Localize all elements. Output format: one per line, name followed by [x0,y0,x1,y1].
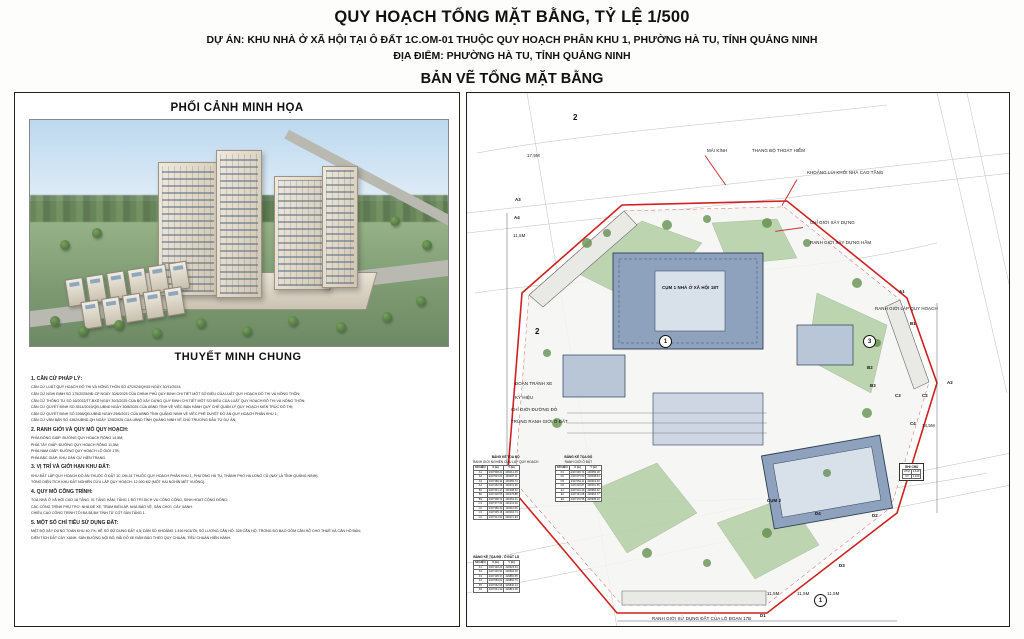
dim-label: 11,5M [797,591,810,596]
coord-table-main-title: BẢNG KÊ TỌA ĐỘ [491,455,520,459]
table-row: K3 2327105.37 429881.55 [474,574,520,579]
vertex-label: C4 [910,421,916,426]
note-item: CĂN CỨ VĂN BẢN SỐ 4362/UBND-QH NGÀY 12/8/2025 CỦA UBND TỈNH QUẢNG NINH VỀ CHỦ TRƯƠNG ĐẦU TƯ DỰ ÁN; [31,418,237,423]
site-plan-svg [467,93,1010,627]
tower-block-2 [216,150,262,298]
table-row: C1 2327377.62 430131.09 [474,502,520,507]
table-row: C3 2327335.18 430092.74 [474,511,520,516]
dim-label: 14,5M [922,423,935,428]
label-trung-ranh-gioi: TRÙNG RANH GIỚI Ô ĐẤT [511,419,568,424]
table-row: K5 2327062.66 429840.14 [474,583,520,588]
legend-row [903,474,921,479]
tree [242,326,252,336]
note-item: CHIỀU CAO CÔNG TRÌNH TỐI ĐA 58,5M TÍNH TỪ CỐT SÀN TẦNG 1. [31,511,146,516]
col-header: SỐ HIỆU [475,561,486,564]
label-cum-2: CỤM 2 [767,498,782,503]
label-ranh-gioi-ham: RANH GIỚI XÂY DỰNG HẦM [810,240,872,245]
note-item: DIỆN TÍCH ĐẤT CÂY XANH, SÂN ĐƯỜNG NỘI BỘ, BÃI ĐỖ XE ĐẢM BẢO THEO QUY CHUẨN, TIÊU CHUẨN HIỆN HÀNH. [31,535,232,540]
col-header: Y (m) [504,561,519,566]
label-cum-1: CỤM 1 NHÀ Ở XÃ HỘI 18T [662,285,719,290]
marker-circle: 3 [863,335,876,348]
table-row: D1 2327296.74 430055.18 [556,470,602,475]
tree [336,322,346,332]
legend-title: GHI CHÚ [904,465,919,469]
coord-table-second-wrap [555,455,602,502]
dim-label: 11,5M [767,591,780,596]
label-doan-tranh-xe: ĐOẠN TRÁNH XE [515,381,553,386]
note-item: CĂN CỨ QUYẾT ĐỊNH SỐ 2268/QĐ-UBND NGÀY 29/6/2021 CỦA UBND TỈNH QUẢNG NINH VỀ VIỆC PHÊ DUYỆT ĐỒ ÁN QUY HOẠCH PHÂN KHU 1; [31,411,278,416]
sheet-header [0,0,1024,92]
tree [288,316,298,326]
table-row: C4 2327314.92 430071.33 [474,515,520,520]
cad-drawing [467,93,1009,626]
tree [114,320,124,330]
table-row: B2 2327420.55 430176.88 [474,493,520,498]
col-header: X (m) [569,466,586,471]
table-row: C2 2327356.30 430110.55 [474,506,520,511]
vertex-label: D3 [839,563,845,568]
tree [416,296,426,306]
coord-table-main [473,465,520,520]
table-row: K6 2327041.30 429819.48 [474,588,520,593]
perspective-image [29,119,449,347]
table-row: D3 2327254.11 430019.30 [556,479,602,484]
coord-table-main-wrap [473,455,538,520]
notes-title: THUYẾT MINH CHUNG [174,351,302,363]
coord-table-second [555,465,602,502]
col-header: Y (m) [504,466,519,471]
coord-table-second-title: BẢNG KÊ TỌA ĐỘ [564,455,593,459]
vertex-label: B3 [870,383,876,388]
coord-table-third [473,560,520,593]
label-ranh-gioi-qh: RANH GIỚI LẬP QUY HOẠCH [875,306,938,311]
col-header: SỐ HIỆU [557,466,568,469]
legend-box [899,463,924,481]
vertex-label: D4 [815,511,821,516]
col-header: Y (m) [586,466,601,471]
vertex-label: D1 [760,613,766,618]
table-row: E1 2327212.40 429984.22 [556,488,602,493]
vertex-label: A1 [899,289,905,294]
tree [50,316,60,326]
coord-table-third-wrap [473,555,520,593]
vertex-label: B1 [910,321,916,326]
tree [78,326,88,336]
note-item: CĂN CỨ NGHỊ ĐỊNH SỐ 175/2025/NĐ-CP NGÀY 30/6/2025 CỦA CHÍNH PHỦ QUY ĐỊNH CHI TIẾT MỘT SỐ ĐIỀU CỦA LUẬT QUY HOẠCH ĐÔ THỊ VÀ NÔNG THÔN; [31,391,301,396]
coord-table-second-subtitle: RANH GIỚI Ô ĐẤT [564,460,593,464]
vertex-label: A4 [514,215,520,220]
col-header: SỐ HIỆU [475,466,486,469]
note-item: PHÍA NAM GIÁP: ĐƯỜNG QUY HOẠCH LỘ GIỚI 17B; [31,449,120,454]
label-mai-kinh: MÁI KÍNH [707,148,728,153]
note-item: PHÍA TÂY GIÁP: ĐƯỜNG QUY HOẠCH RỘNG 11,5M; [31,442,119,447]
legend-code: OTM [904,470,910,473]
note-item: CĂN CỨ THÔNG TƯ SỐ 16/2022/TT-BXD NGÀY 30/3/2025 CỦA BỘ XÂY DỰNG QUY ĐỊNH CHI TIẾT MỘT SỐ ĐIỀU CỦA LUẬT QUY HOẠCH ĐÔ THỊ VÀ NÔNG THÔN; [31,398,306,403]
table-row: K2 2327126.91 429902.18 [474,570,520,575]
tower-block-4 [322,166,358,288]
vertex-label: C3 [895,393,901,398]
col-header: X (m) [487,561,504,566]
label-chi-gioi-duong-do: CHỈ GIỚI ĐƯỜNG ĐỎ [511,407,558,412]
coord-table-third-title: BẢNG KÊ TỌA ĐỘ - Ô ĐẤT LÔ [473,555,520,559]
coord-table-main-subtitle: RANH GIỚI NGHIÊN CỨU LẬP QUY HOẠCH [473,460,539,464]
label-thang-bo: THANG BỘ THOÁT HIỂM [752,148,805,153]
note-item: TỔNG DIỆN TÍCH KHU ĐẤT NGHIÊN CỨU LẬP QUY HOẠCH: 12.000 M2 (MỘT HAI NGHÌN MÉT VUÔNG). [31,480,206,485]
notes-heading: 1. CĂN CỨ PHÁP LÝ: [31,376,83,382]
label-ky-hieu: KÝ HIỆU [515,395,534,400]
site-plan-panel [466,92,1010,627]
label-ranh-gioi-lo-17b: RANH GIỚI SỬ DỤNG ĐẤT CỦA LÔ ĐOẠN 17B [652,616,752,621]
tree [60,240,70,250]
label-chi-gioi-xd: CHỈ GIỚI XÂY DỰNG [810,220,855,225]
tree [382,312,392,322]
dim-label: 17,5M [527,153,540,158]
table-row: E3 2327170.55 429945.10 [556,497,602,502]
table-row: D2 2327275.50 430038.64 [556,475,602,480]
legend-value: 1.230 [912,474,920,478]
notes-heading: 4. QUY MÔ CÔNG TRÌNH: [31,488,93,495]
marker-circle: 1 [659,335,672,348]
tree [390,216,400,226]
table-row: E2 2327191.08 429963.77 [556,493,602,498]
legend-code: CX [903,474,912,479]
marker-section: 2 [535,327,540,336]
note-item: MẬT ĐỘ XÂY DỰNG TOÀN KHU 40,7%; HỆ SỐ SỬ DỤNG ĐẤT 4,5; DÂN SỐ KHOẢNG 1.416 NGƯỜI; SỐ LƯỢNG CĂN HỘ: 328 CĂN HỘ; TRONG ĐÓ BAO GỒM CĂN HỘ CHO THUÊ VÀ CĂN HỘ BÁN; [31,529,361,534]
perspective-caption: PHỐI CẢNH MINH HỌA [170,102,304,114]
table-row: B1 2327441.17 430198.32 [474,488,520,493]
col-header: X (m) [487,466,504,471]
dim-label: 11,5M [827,591,840,596]
table-row: B3 2327398.74 430152.41 [474,497,520,502]
location-line: ĐỊA ĐIỂM: PHƯỜNG HÀ TU, TỈNH QUẢNG NINH [393,50,631,62]
notes-heading: 3. VỊ TRÍ VÀ GIỚI HẠN KHU ĐẤT: [31,464,111,471]
note-item: CĂN CỨ LUẬT QUY HOẠCH ĐÔ THỊ VÀ NÔNG THÔN SỐ 47/2024/QH15 NGÀY 30/11/2024; [31,385,182,390]
table-row: A3 2327489.44 430255.73 [474,479,520,484]
table-row: A4 2327462.08 430231.96 [474,484,520,489]
table-row: K4 2327084.02 429860.79 [474,579,520,584]
notes-heading: 2. RANH GIỚI VÀ QUY MÔ QUY HOẠCH: [31,426,129,433]
table-row: D4 2327233.87 430001.55 [556,484,602,489]
vertex-label: D2 [872,513,878,518]
marker-circle: 1 [814,594,827,607]
note-item: PHÍA ĐÔNG GIÁP: ĐƯỜNG QUY HOẠCH RỘNG 14,5M; [31,436,124,441]
tree [152,328,162,338]
note-item: CĂN CỨ QUYẾT ĐỊNH SỐ 3514/2019/QĐ-UBND NGÀY 30/8/2025 CỦA UBND TỈNH VỀ VIỆC BAN HÀNH QUY CHẾ QUẢN LÝ QUY HOẠCH KIẾN TRÚC ĐÔ THỊ; [31,405,294,410]
page-title: QUY HOẠCH TỔNG MẶT BẰNG, TỶ LỆ 1/500 [334,8,690,26]
dim-label: 11,5M [513,233,526,238]
tree [92,228,102,238]
vertex-label: A2 [947,380,953,385]
note-item: KHU ĐẤT LẬP QUY HOẠCH ĐỒ ÁN THUỘC Ô ĐẤT 1C.OM-01 THUỘC QUY HOẠCH PHÂN KHU 1, PHƯỜNG HÀ TU, THÀNH PHỐ HẠ LONG CŨ (NAY LÀ TỈNH QUẢNG NINH); [31,473,319,478]
left-panel [14,92,460,627]
vertex-label: A3 [515,197,521,202]
marker-section: 2 [573,113,578,122]
notes-heading: 5. MỘT SỐ CHỈ TIÊU SỬ DỤNG ĐẤT: [31,520,119,526]
label-khoang-lui: KHOẢNG LÙI KHỐI NHÀ CAO TẦNG [807,170,884,175]
note-item: TOÀ NHÀ Ở XÃ HỘI CAO 18 TẦNG, 01 TẦNG HẦM; TẦNG 1 BỐ TRÍ DỊCH VỤ CÔNG CỘNG, SINH HOẠT CỘNG ĐỒNG; [31,498,228,503]
vertex-label: C2 [922,393,928,398]
note-item: CÁC CÔNG TRÌNH PHỤ TRỢ: NHÀ ĐỂ XE, TRẠM BIẾN ÁP, NHÀ BẢO VỆ, SÂN CHƠI, CÂY XANH. [31,504,193,509]
tree [196,318,206,328]
table-row: A1 2327538.21 430212.45 [474,470,520,475]
drawing-name: BẢN VẼ TỔNG MẶT BẰNG [420,71,604,87]
notes-body [31,373,445,543]
table-row: A2 2327515.63 430287.11 [474,475,520,480]
tree [422,240,432,250]
legend-value: 2.440 [912,470,920,473]
table-row: K1 2327148.22 429923.64 [474,565,520,570]
project-line: DỰ ÁN: KHU NHÀ Ở XÃ HỘI TẠI Ô ĐẤT 1C.OM-01 THUỘC QUY HOẠCH PHÂN KHU 1, PHƯỜNG HÀ TU, TỈNH QUẢNG NINH [206,34,818,46]
vertex-label: B2 [867,365,873,370]
note-item: PHÍA BẮC GIÁP: KHU DÂN CƯ HIỆN TRẠNG. [31,455,107,460]
